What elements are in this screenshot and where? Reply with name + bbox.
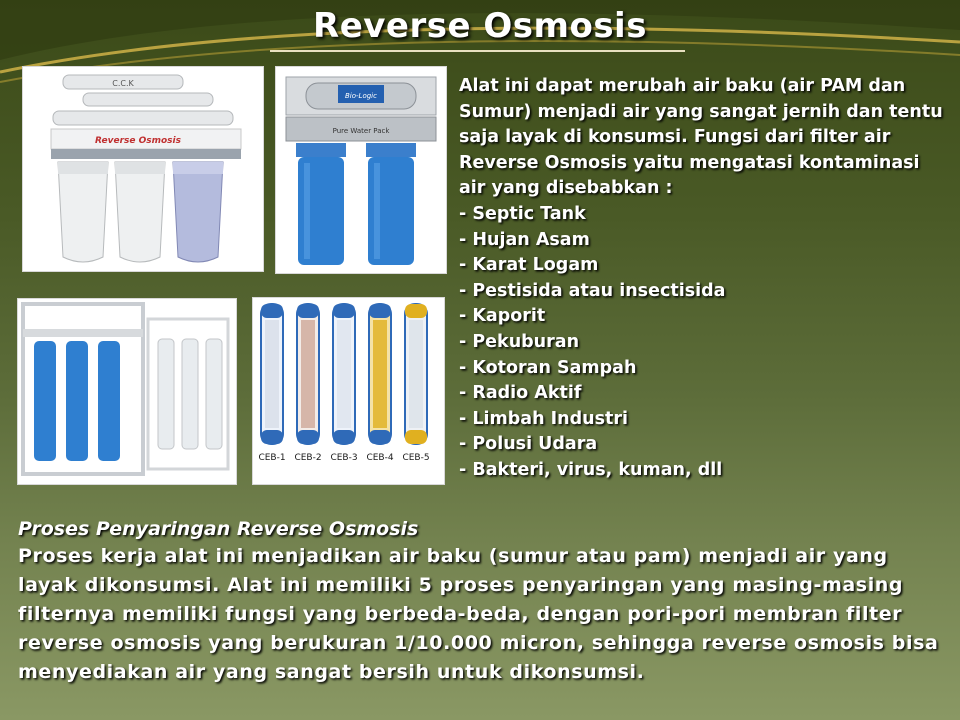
list-item: - Karat Logam bbox=[459, 255, 599, 276]
commercial-ro-photo bbox=[17, 298, 237, 485]
description-intro: Alat ini dapat merubah air baku (air PAM dan Sumur) menjadi air yang sangat jernih dan tentu saja layak di konsumsi. Fungsi dari filter air Reverse Osmosis yaitu mengatasi kontaminasi air yang disebabkan : bbox=[459, 76, 949, 199]
cartridge-ceb-1 bbox=[261, 304, 283, 444]
ceb-cartridges-photo bbox=[252, 297, 445, 485]
cartridge-label: CEB-2 bbox=[294, 453, 322, 463]
ro-unit-photo bbox=[22, 66, 264, 272]
title-underline bbox=[270, 50, 685, 52]
photo-label-ro: Reverse Osmosis bbox=[95, 136, 181, 146]
cartridge-label: CEB-4 bbox=[366, 453, 394, 463]
process-heading: Proses Penyaringan Reverse Osmosis bbox=[18, 518, 419, 540]
list-item: - Bakteri, virus, kuman, dll bbox=[459, 459, 723, 480]
page-title: Reverse Osmosis bbox=[313, 6, 647, 46]
cartridge-ceb-5 bbox=[405, 304, 427, 444]
cartridge-label: CEB-5 bbox=[402, 453, 430, 463]
contaminant-list bbox=[459, 202, 949, 484]
bio-logic-unit-photo bbox=[275, 66, 447, 274]
photo-label-pure-water: Pure Water Pack bbox=[332, 127, 390, 135]
list-item: - Kotoran Sampah bbox=[459, 357, 637, 378]
process-body: Proses kerja alat ini menjadikan air baku (sumur atau pam) menjadi air yang layak dikonsumsi. Alat ini memiliki 5 proses penyaringan yang masing-masing filternya memiliki fungsi yang berbeda-beda, dengan pori-pori membran filter reverse osmosis yang berukuran 1/10.000 micron, sehingga reverse osmosis bisa menyediakan air yang sangat bersih untuk dikonsumsi. bbox=[18, 545, 939, 683]
list-item: - Kaporit bbox=[459, 306, 546, 327]
list-item: - Polusi Udara bbox=[459, 434, 598, 455]
photo-label-bio-logic: Bio-Logic bbox=[345, 92, 377, 100]
list-item: - Limbah Industri bbox=[459, 408, 628, 429]
description bbox=[459, 74, 949, 484]
cartridge-label: CEB-1 bbox=[258, 453, 286, 463]
cartridge-ceb-2 bbox=[297, 304, 319, 444]
process-section bbox=[18, 516, 953, 687]
list-item: - Hujan Asam bbox=[459, 229, 590, 250]
list-item: - Radio Aktif bbox=[459, 383, 582, 404]
cartridge-ceb-3 bbox=[333, 304, 355, 444]
cartridge-ceb-4 bbox=[369, 304, 391, 444]
list-item: - Pestisida atau insectisida bbox=[459, 280, 726, 301]
list-item: - Pekuburan bbox=[459, 331, 580, 352]
list-item: - Septic Tank bbox=[459, 203, 586, 224]
photo-label-cck: C.C.K bbox=[112, 79, 134, 88]
cartridge-label: CEB-3 bbox=[330, 453, 358, 463]
